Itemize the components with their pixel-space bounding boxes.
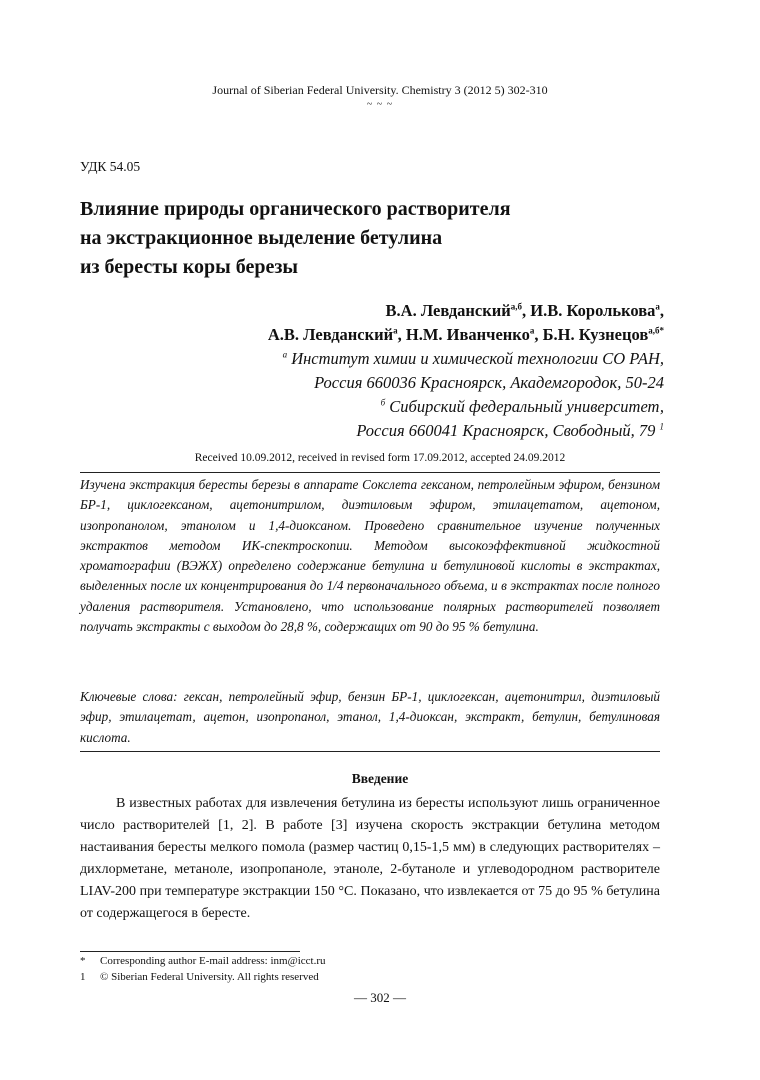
author-name: , Б.Н. Кузнецов	[534, 325, 649, 344]
footnote-mark: 1	[659, 421, 664, 432]
affiliation-a	[268, 347, 664, 371]
affiliation-text: Институт химии и химической технологии СО РАН,	[291, 349, 664, 368]
footnote-mark: *	[80, 955, 86, 967]
author-affiliation-mark: а	[655, 301, 660, 312]
authors-line-2	[268, 323, 664, 347]
divider-top	[80, 472, 660, 473]
affiliation-mark: б	[380, 397, 386, 408]
journal-header: Journal of Siberian Federal University. Chemistry 3 (2012 5) 302-310	[212, 83, 548, 97]
affiliation-mark: а	[282, 349, 288, 360]
received-dates: Received 10.09.2012, received in revised form 17.09.2012, accepted 24.09.2012	[194, 452, 566, 464]
affiliation-b	[268, 395, 664, 419]
divider-bottom	[80, 751, 660, 752]
author-affiliation-mark: а,б	[510, 301, 523, 312]
header-ornament: ~ ~ ~	[366, 99, 394, 110]
section-body	[80, 793, 660, 925]
author-name: , И.В. Королькова	[522, 301, 656, 320]
authors-line-1	[268, 299, 664, 323]
title-line: из бересты коры березы	[80, 256, 298, 278]
footnote	[80, 953, 326, 969]
footnotes	[80, 953, 326, 985]
keywords: Ключевые слова: гексан, петролейный эфир, бензин БР-1, циклогексан, ацетонитрил, диэтиловый эфир, этилацетат, ацетон, изопропанол, этанол, 1,4-диоксан, экстракт, бетулин, бетулиновая кислота.	[80, 689, 660, 745]
author-name: А.В. Левданский	[267, 325, 394, 344]
author-separator: ,	[659, 301, 664, 320]
author-name: В.А. Левданский	[385, 301, 511, 320]
section-heading: Введение	[351, 771, 409, 786]
author-affiliation-mark: а,б*	[648, 325, 664, 336]
abstract: Изучена экстракция бересты березы в аппарате Сокслета гексаном, петролейным эфиром, бензином БР-1, циклогексаном, ацетонитрилом, диэтиловым эфиром, этилацетатом, ацетоном, изопропанолом, этанолом и 1,4-диоксаном. Проведено сравнительное изучение полученных экстрактов методом ИК-спектроскопии. Методом высокоэффективной жидкостной хроматографии (ВЭЖХ) определено содержание бетулина и бетулиновой кислоты в экстрактах, выделенных после их концентрирования до 1/4 первоначального объема, и в экстрактах после полного удаления растворителя. Установлено, что использование полярных растворителей позволяет получать экстракты с выходом до 28,8 %, содержащих от 90 до 95 % бетулина.	[80, 477, 660, 635]
authors-block	[268, 299, 664, 443]
footnote-text: © Siberian Federal University. All rights reserved	[100, 971, 319, 983]
affiliation-a-address: Россия 660036 Красноярск, Академгородок, 50-24	[314, 373, 664, 392]
affiliation-text: Сибирский федеральный университет,	[389, 397, 664, 416]
footnote	[80, 969, 326, 985]
title-line: Влияние природы органического растворителя	[80, 198, 511, 220]
footnote-mark: 1	[80, 971, 86, 983]
page-number: — 302 —	[354, 990, 406, 1005]
title-line: на экстракционное выделение бетулина	[80, 227, 443, 249]
paragraph: В известных работах для извлечения бетулина из бересты используют лишь ограниченное число растворителей [1, 2]. В работе [3] изучена скорость экстракции бетулина методом настаивания бересты мелкого помола (размер частиц 0,15-1,5 мм) в следующих растворителях – дихлорметане, метаноле, изопропаноле, этаноле, 2-бутаноле и углеводородном растворителе LIAV-200 при температуре экстракции 150 °С. Показано, что извлекается от 75 до 95 % бетулина от содержащегося в бересте.	[80, 796, 660, 921]
author-affiliation-mark: а	[393, 325, 398, 336]
author-name: , Н.М. Иванченко	[397, 325, 530, 344]
udk-code: УДК 54.05	[80, 159, 141, 174]
footnote-text: Corresponding author E-mail address: inm@icct.ru	[100, 955, 326, 967]
affiliation-b-address	[268, 419, 664, 443]
affiliation-text: Россия 660041 Красноярск, Свободный, 79	[356, 421, 656, 440]
footnote-divider	[80, 951, 300, 952]
author-affiliation-mark: а	[529, 325, 535, 336]
article-title	[80, 195, 511, 282]
